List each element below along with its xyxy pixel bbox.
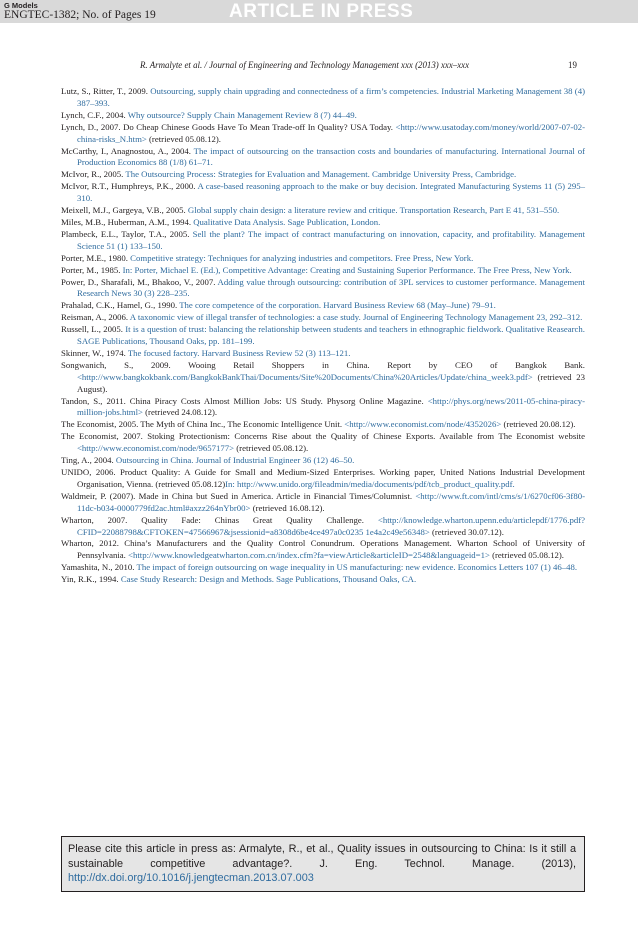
reference-entry	[61, 396, 585, 420]
reference-text: Plambeck, E.L., Taylor, T.A., 2005.	[61, 228, 193, 239]
reference-link[interactable]: <http://www.bangkokbank.com/BangkokBankThai/Documents/Site%20Documents/China%20Articles/Update/china_week3.pdf>	[77, 371, 533, 382]
reference-entry	[61, 348, 585, 360]
reference-link[interactable]: Sell the plant? The impact of contract manufacturing on innovation, capacity, and profitability. Management Science 51 (1) 133–150.	[77, 228, 585, 251]
reference-suffix: (retrieved 20.08.12).	[501, 419, 576, 430]
reference-entry	[61, 277, 585, 301]
reference-link[interactable]: In: Porter, Michael E. (Ed.), Competitive Advantage: Creating and Sustaining Superior Performance. The Free Press, New York.	[122, 264, 572, 275]
reference-link[interactable]: Qualitative Data Analysis. Sage Publication, London.	[193, 216, 381, 227]
reference-link[interactable]: <http://www.economist.com/node/9657177>	[77, 443, 235, 454]
reference-suffix: (retrieved 30.07.12).	[429, 526, 504, 537]
citation-text	[68, 842, 576, 886]
reference-text: Meixell, M.J., Gargeya, V.B., 2005.	[61, 205, 188, 216]
reference-suffix: (retrieved 05.08.12).	[234, 443, 309, 454]
reference-text: McIvor, R.T., Humphreys, P.K., 2000.	[61, 181, 198, 192]
reference-entry	[61, 467, 585, 491]
reference-entry	[61, 574, 585, 586]
reference-link[interactable]: The impact of outsourcing on the transaction costs and boundaries of manufacturing. International Journal of Production Economics 88 (1/8) 61–71.	[77, 145, 586, 168]
reference-link[interactable]: <http://www.knowledgeatwharton.com.cn/index.cfm?fa=viewArticle&articleID=2548&languageid=1>	[128, 550, 490, 561]
reference-suffix: (retrieved 05.08.12).	[146, 133, 221, 144]
reference-text: Tandon, S., 2011. China Piracy Costs Almost Million Jobs: US Study. Physorg Online Magazine.	[61, 395, 428, 406]
reference-link[interactable]: The Outsourcing Process: Strategies for Evaluation and Management. Cambridge University Press, Cambridge.	[125, 169, 517, 180]
reference-text: Power, D., Sharafali, M., Bhakoo, V., 2007.	[61, 276, 218, 287]
reference-list	[61, 86, 585, 586]
page-number: 19	[568, 60, 577, 70]
reference-entry	[61, 312, 585, 324]
reference-entry	[61, 253, 585, 265]
reference-text: The Economist, 2005. The Myth of China Inc., The Economic Intelligence Unit.	[61, 419, 345, 430]
reference-link[interactable]: Outsourcing in China. Journal of Industrial Engineer 36 (12) 46–50.	[115, 455, 355, 466]
reference-text: Yamashita, N., 2010.	[61, 562, 137, 573]
reference-text: Ting, A., 2004.	[61, 455, 116, 466]
reference-entry	[61, 169, 585, 181]
reference-link[interactable]: Adding value through outsourcing: contribution of 3PL services to customer performance. Management Research News 30 (3) 228–235.	[77, 276, 585, 299]
reference-link[interactable]: It is a question of trust: balancing the relationship between students and teachers in ethnographic fieldwork. Qualitative Reasearch. SAGE Publications, Thousand Oaks, pp. 181–199.	[77, 324, 585, 347]
reference-entry	[61, 515, 585, 539]
reference-text: Yin, R.K., 1994.	[61, 574, 121, 585]
reference-entry	[61, 491, 585, 515]
reference-suffix: (retrieved 23 August).	[77, 371, 585, 394]
reference-text: Miles, M.B., Huberman, A.M., 1994.	[61, 216, 194, 227]
reference-entry	[61, 181, 585, 205]
reference-entry	[61, 86, 585, 110]
reference-entry	[61, 360, 585, 396]
reference-entry	[61, 205, 585, 217]
reference-entry	[61, 265, 585, 277]
reference-suffix: (retrieved 24.08.12).	[142, 407, 218, 418]
reference-text: Songwanich, S., 2009. Wooing Retail Shoppers in China. Report by CEO of Bangkok Bank.	[61, 359, 585, 370]
reference-link[interactable]: Outsourcing, supply chain upgrading and connectedness of a firm’s competencies. Industrial Marketing Management 38 (4) 387–393.	[77, 86, 586, 108]
reference-text: Wharton, 2007. Quality Fade: Chinas Great Quality Challenge.	[61, 514, 378, 525]
reference-text: Porter, M., 1985.	[61, 264, 123, 275]
models-label: G Models	[4, 1, 38, 10]
citation-box	[61, 836, 585, 892]
top-status-bar	[0, 0, 638, 23]
reference-link[interactable]: <http://www.ft.com/intl/cms/s/1/6270cf06-3f80-11dc-b034-0000779fd2ac.html#axzz264nYbr00>	[77, 490, 585, 513]
reference-text: McCarthy, I., Anagnostou, A., 2004.	[61, 145, 194, 156]
reference-link[interactable]: <http://phys.org/news/2011-05-china-piracy-million-jobs.html>	[77, 395, 585, 418]
reference-suffix: (retrieved 05.08.12).	[489, 550, 564, 561]
reference-text: Lutz, S., Ritter, T., 2009.	[61, 86, 151, 96]
reference-entry	[61, 229, 585, 253]
reference-text: Waldmeir, P. (2007). Made in China but Sued in America. Article in Financial Times/Columnist.	[61, 490, 416, 501]
reference-link[interactable]: A case-based reasoning approach to the make or buy decision. Integrated Manufacturing Systems 11 (5) 295–310.	[77, 181, 586, 204]
reference-link[interactable]: The core competence of the corporation. Harvard Business Review 68 (May–June) 79–91.	[179, 300, 496, 311]
reference-entry	[61, 419, 585, 431]
reference-link[interactable]: The focused factory. Harvard Business Review 52 (3) 113–121.	[127, 347, 351, 358]
reference-text: Lynch, C.F., 2004.	[61, 109, 128, 120]
reference-link[interactable]: <http://knowledge.wharton.upenn.edu/articlepdf/1776.pdf?CFID=22088798&CFTOKEN=47566967&jsessionid=a8308d6be4ce497a0c0235 1e4a2c49e56348>	[77, 514, 585, 537]
reference-entry	[61, 300, 585, 312]
reference-entry	[61, 431, 585, 455]
reference-text: The Economist, 2007. Stoking Protectionism: Concerns Rise about the Quality of Chinese Exports. Available from The Economist website	[61, 431, 585, 442]
reference-entry	[61, 110, 585, 122]
reference-entry	[61, 562, 585, 574]
reference-text: UNIDO, 2006. Product Quality: A Guide for Small and Medium-Sized Enterprises. Working paper, United Nations Industrial Development Organisation, Vienna. (retrieved 05.08.12)	[61, 467, 585, 489]
reference-link[interactable]: A taxonomic view of illegal transfer of technologies: a case study. Journal of Engineering Technology Management 23, 292–312.	[129, 312, 583, 323]
article-id: ENGTEC-1382; No. of Pages 19	[4, 9, 156, 21]
reference-text: Porter, M.E., 1980.	[61, 252, 131, 263]
reference-entry	[61, 146, 585, 170]
reference-link[interactable]: Global supply chain design: a literature review and critique. Transportation Research, Part E 41, 531–550.	[187, 205, 560, 216]
reference-entry	[61, 455, 585, 467]
reference-link[interactable]: <http://www.usatoday.com/money/world/2007-07-02-china-risks_N.htm>	[77, 121, 585, 144]
reference-entry	[61, 324, 585, 348]
reference-text: Lynch, D., 2007. Do Cheap Chinese Goods Have To Mean Trade-off In Quality? USA Today.	[61, 121, 396, 132]
reference-text: Wharton, 2012. China’s Manufacturers and the Quality Control Conundrum. Operations Management. Wharton School of University of Pennsylvania.	[61, 538, 585, 561]
reference-link[interactable]: <http://www.economist.com/node/4352026>	[344, 419, 502, 430]
citation-prefix: Please cite this article in press as: Armalyte, R., et al., Quality issues in outsourcing to China: Is it still a sustainable competitive advantage?. J. Eng. Technol. Manage. (2013),	[68, 843, 576, 870]
reference-link[interactable]: The impact of foreign outsourcing on wage inequality in US manufacturing: new evidence. Economics Letters 107 (1) 46–48.	[136, 562, 578, 573]
reference-text: Russell, L., 2005.	[61, 324, 126, 335]
reference-text: Prahalad, C.K., Hamel, G., 1990.	[61, 300, 180, 311]
reference-text: Skinner, W., 1974.	[61, 347, 128, 358]
running-title: R. Armalyte et al. / Journal of Engineering and Technology Management xxx (2013) xxx–xxx	[140, 60, 470, 70]
reference-entry	[61, 217, 585, 229]
article-status-banner: ARTICLE IN PRESS	[229, 1, 414, 22]
doi-link[interactable]: http://dx.doi.org/10.1016/j.jengtecman.2013.07.003	[68, 872, 314, 884]
reference-text: Reisman, A., 2006.	[61, 312, 130, 323]
reference-link[interactable]: Case Study Research: Design and Methods. Sage Publications, Thousand Oaks, CA.	[120, 574, 417, 585]
reference-text: McIvor, R., 2005.	[61, 169, 126, 180]
reference-entry	[61, 538, 585, 562]
reference-link[interactable]: Why outsource? Supply Chain Management Review 8 (7) 44–49.	[127, 109, 357, 120]
reference-entry	[61, 122, 585, 146]
reference-link[interactable]: Competitive strategy: Techniques for analyzing industries and competitors. Free Press, New York.	[130, 252, 474, 263]
reference-link[interactable]: In: http://www.unido.org/fileadmin/media/documents/pdf/tcb_product_quality.pdf.	[225, 478, 515, 489]
reference-suffix: (retrieved 16.08.12).	[250, 502, 325, 513]
